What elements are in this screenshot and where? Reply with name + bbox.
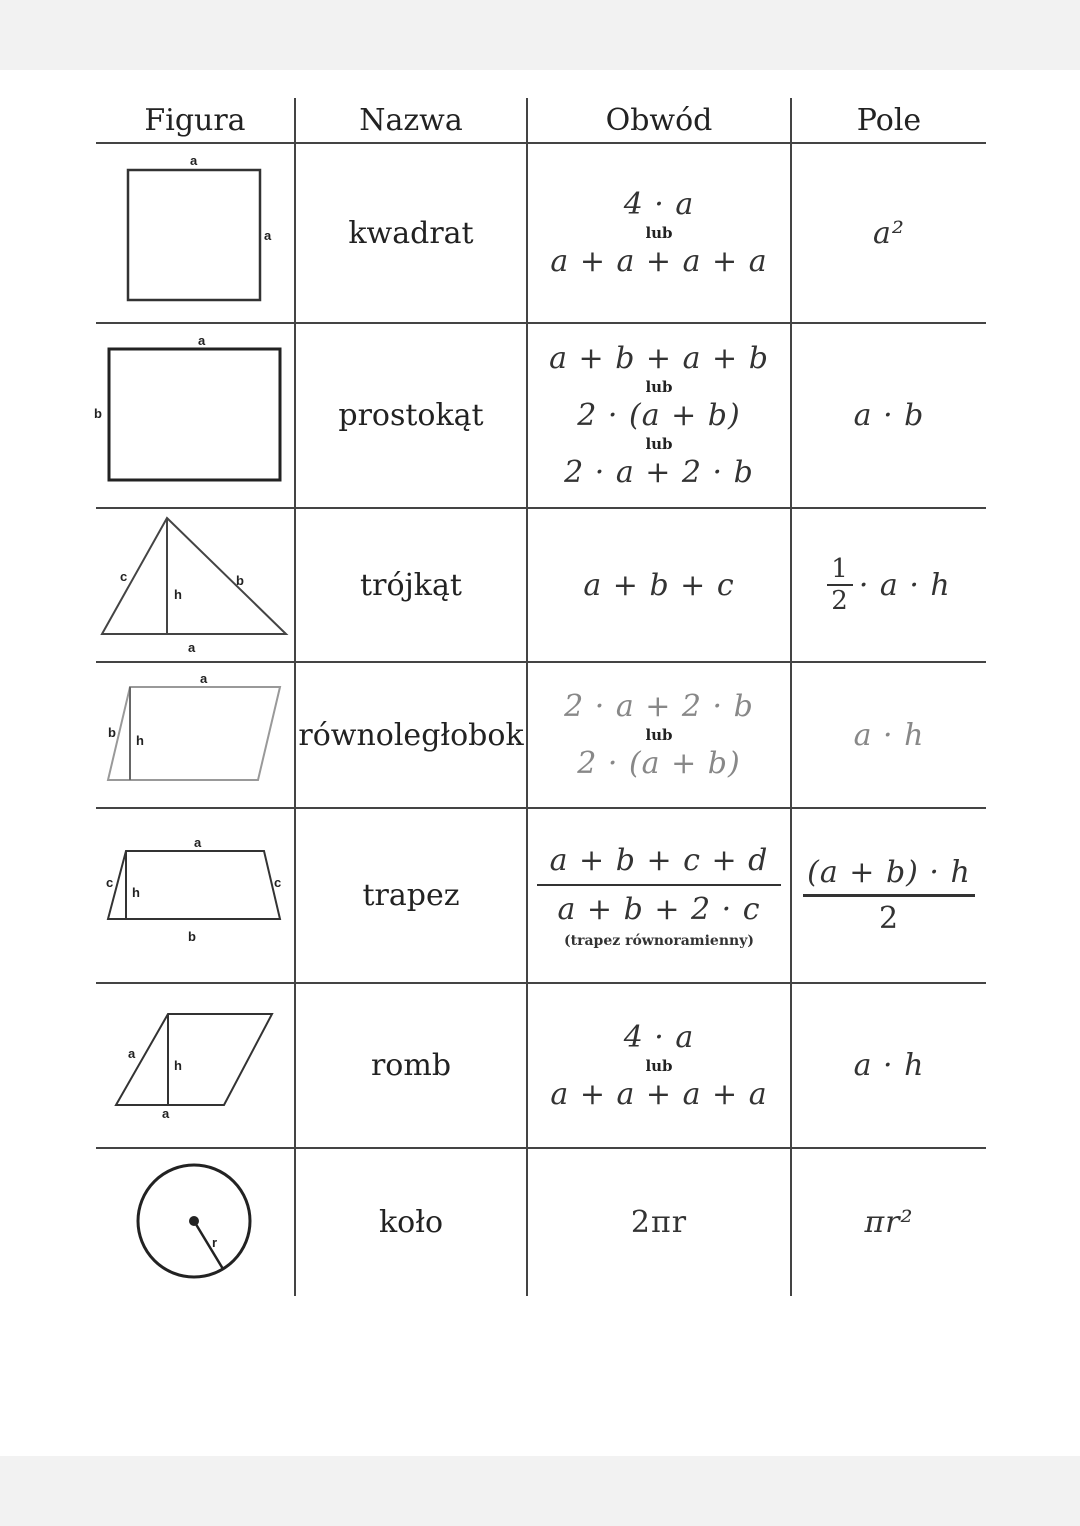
label-b: b	[94, 406, 102, 421]
header-figure: Figura	[144, 102, 246, 138]
shape-name: kwadrat	[348, 215, 474, 251]
rhombus-figure	[96, 984, 294, 1147]
label-a: a	[190, 153, 198, 168]
label-c: c	[106, 875, 114, 890]
formula: a + b + a + b	[549, 341, 769, 376]
header-area: Pole	[856, 102, 922, 138]
formula: a + a + a + a	[550, 1076, 768, 1112]
formula: a + b + 2 · c	[557, 891, 761, 927]
fraction	[803, 855, 975, 936]
label-h: h	[132, 885, 140, 900]
denominator: 2	[831, 586, 849, 616]
header-perimeter: Obwód	[605, 102, 713, 138]
label-b: b	[188, 929, 196, 944]
shape-name: równoległobok	[298, 717, 524, 753]
label-a: a	[188, 640, 196, 655]
label-a: a	[162, 1106, 170, 1121]
perimeter-cell	[528, 144, 790, 322]
or-label: lub	[645, 1056, 673, 1075]
shape-name: koło	[378, 1205, 444, 1240]
label-a: a	[128, 1046, 136, 1061]
label-c: c	[120, 569, 128, 584]
formula: 2 · a + 2 · b	[564, 455, 754, 490]
perimeter-formula: 2πr	[630, 1205, 688, 1240]
square-figure	[96, 144, 294, 322]
label-b: b	[108, 725, 116, 740]
shape-name: trapez	[362, 878, 460, 913]
or-label: lub	[645, 435, 673, 453]
label-h: h	[136, 733, 144, 748]
label-c: c	[274, 875, 282, 890]
perimeter-cell	[528, 809, 790, 982]
label-a: a	[194, 835, 202, 850]
perimeter-cell	[528, 324, 790, 507]
triangle-figure	[96, 509, 294, 661]
rectangle-figure	[86, 324, 294, 507]
area-cell	[792, 509, 986, 661]
label-a: a	[264, 228, 272, 243]
label-h: h	[174, 1058, 182, 1073]
formula: 4 · a	[623, 187, 695, 222]
parallelogram-figure	[96, 663, 294, 807]
label-h: h	[174, 587, 182, 602]
divider-rule	[537, 884, 781, 886]
perimeter-cell	[528, 984, 790, 1147]
or-label: lub	[645, 378, 673, 396]
or-label: lub	[645, 726, 673, 744]
shape-name: prostokąt	[338, 398, 484, 433]
label-b: b	[236, 573, 244, 588]
area-cell	[792, 809, 986, 982]
circle-figure	[96, 1149, 294, 1296]
formula-rest: · a · h	[858, 567, 951, 603]
label-r: r	[212, 1235, 218, 1250]
fraction	[827, 554, 853, 616]
shape-name: romb	[370, 1048, 452, 1083]
denominator: 2	[878, 901, 900, 936]
area-formula: a · b	[853, 398, 925, 433]
formula: a + b + c + d	[549, 842, 769, 878]
header-name: Nazwa	[359, 102, 463, 138]
trapezoid-figure	[96, 809, 294, 982]
area-formula: a · h	[853, 1048, 925, 1083]
area-formula: a²	[873, 215, 905, 251]
fraction-bar	[803, 894, 975, 897]
perimeter-formula: a + b + c	[583, 567, 735, 603]
formula-note: (trapez równoramienny)	[564, 932, 754, 949]
formula: 2 · (a + b)	[577, 746, 741, 781]
area-formula: a · h	[853, 717, 925, 753]
numerator: (a + b) · h	[807, 855, 971, 890]
formula: 2 · (a + b)	[577, 398, 741, 433]
shape-name: trójkąt	[360, 567, 462, 603]
or-label: lub	[645, 224, 673, 242]
formula: 4 · a	[623, 1019, 695, 1055]
label-a: a	[198, 333, 206, 348]
perimeter-cell	[528, 663, 790, 807]
label-a: a	[200, 671, 208, 686]
formula: 2 · a + 2 · b	[564, 689, 754, 724]
formula: a + a + a + a	[550, 244, 768, 279]
area-formula: πr²	[864, 1205, 914, 1240]
numerator: 1	[831, 554, 849, 584]
